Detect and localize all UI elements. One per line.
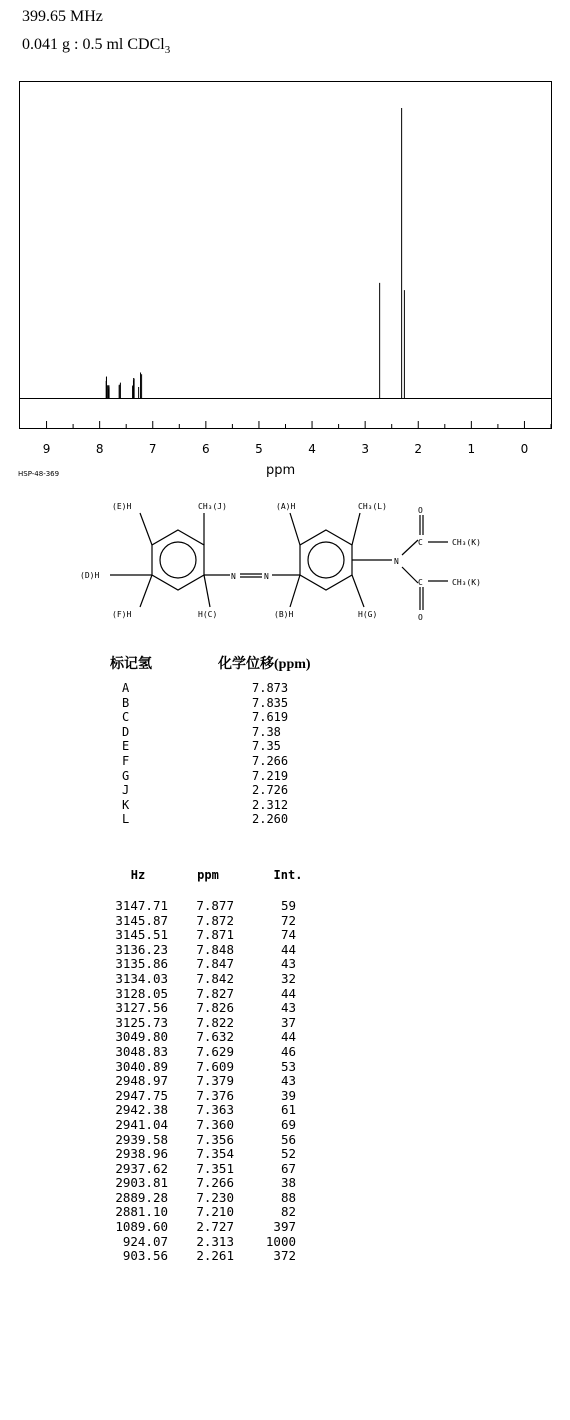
assignment-row (122, 798, 322, 813)
assignment-row (122, 725, 322, 740)
peak-ppm: 7.871 (196, 927, 234, 943)
peak-header-ppm: ppm (197, 868, 219, 882)
peak-ppm: 7.210 (196, 1204, 234, 1220)
assignment-row (122, 754, 322, 769)
peak-ppm: 7.376 (196, 1087, 234, 1103)
assignment-label: E (122, 739, 130, 754)
peak-int: 53 (280, 1058, 296, 1074)
peak-row (110, 928, 296, 943)
peak-hz: 2942.38 (115, 1102, 168, 1118)
peak-hz: 2938.96 (115, 1146, 168, 1162)
label-b-h: (B)H (274, 610, 294, 619)
peak-ppm: 7.822 (196, 1014, 234, 1030)
peak-header-int: Int. (273, 868, 303, 882)
x-tick-label-4: 4 (308, 442, 316, 456)
peak-hz: 3048.83 (115, 1043, 168, 1059)
label-h-g: H(G) (358, 610, 378, 619)
assignment-label: K (122, 797, 130, 812)
x-tick-label-3: 3 (361, 442, 369, 456)
label-o-top: O (418, 506, 423, 515)
peak-row (110, 1060, 296, 1075)
peak-row (110, 1176, 296, 1191)
assignment-row (122, 681, 322, 696)
peak-int: 44 (280, 941, 296, 957)
peak-int: 56 (280, 1131, 296, 1147)
peak-ppm: 2.727 (196, 1219, 234, 1235)
peak-hz: 903.56 (122, 1248, 168, 1264)
peak-int: 82 (280, 1204, 296, 1220)
peak-ppm: 7.826 (196, 1000, 234, 1016)
peak-row (110, 1220, 296, 1235)
peak-int: 46 (280, 1043, 296, 1059)
label-ch3-j: CH₃(J) (198, 502, 227, 511)
peak-int: 372 (273, 1248, 296, 1264)
peak-hz: 2937.62 (115, 1160, 168, 1176)
peak-ppm: 7.360 (196, 1116, 234, 1132)
peak-row (110, 1030, 296, 1045)
label-ch3-k-bottom: CH₃(K) (452, 578, 481, 587)
assignment-row (122, 769, 322, 784)
peak-row (110, 1045, 296, 1060)
peak-ppm: 7.363 (196, 1102, 234, 1118)
peak-ppm: 7.848 (196, 941, 234, 957)
assignment-shift: 7.619 (252, 710, 289, 725)
label-n-mid: N (264, 572, 269, 581)
molecule-structure (0, 495, 570, 635)
label-c-top: C (418, 538, 423, 547)
peak-ppm: 7.872 (196, 912, 234, 928)
assignment-shift: 7.219 (252, 768, 289, 783)
sample-subscript: 3 (164, 44, 171, 57)
peak-ppm: 7.632 (196, 1029, 234, 1045)
peak-ppm: 7.629 (196, 1043, 234, 1059)
peak-ppm: 2.313 (196, 1233, 234, 1249)
peak-ppm: 7.847 (196, 956, 234, 972)
peak-row (110, 914, 296, 929)
peak-row (110, 1074, 296, 1089)
assignment-label: D (122, 724, 130, 739)
assignment-label: J (122, 783, 130, 798)
assignment-header-label: 标记氢 (110, 657, 152, 672)
assignment-label: G (122, 768, 130, 783)
assignment-table (122, 681, 322, 827)
assignment-row (122, 783, 322, 798)
assignment-label: B (122, 695, 130, 710)
assignment-shift: 7.873 (252, 681, 289, 695)
peak-int: 37 (280, 1014, 296, 1030)
assignment-shift: 7.38 (252, 724, 281, 739)
label-h-c: H(C) (198, 610, 218, 619)
peak-row (110, 943, 296, 958)
peak-int: 72 (280, 912, 296, 928)
assignment-shift: 2.726 (252, 783, 289, 798)
benzene-ring-right (300, 530, 352, 590)
peak-int: 52 (280, 1146, 296, 1162)
peak-hz: 3128.05 (115, 985, 168, 1001)
peak-row (110, 1016, 296, 1031)
peak-hz: 2941.04 (115, 1116, 168, 1132)
label-ch3-k-top: CH₃(K) (452, 538, 481, 547)
x-tick-label-8: 8 (95, 442, 104, 456)
peak-row (110, 1205, 296, 1220)
label-d-h: (D)H (80, 571, 100, 580)
peak-ppm: 7.356 (196, 1131, 234, 1147)
peak-ppm: 7.877 (196, 898, 234, 913)
assignment-label: L (122, 812, 130, 827)
peak-hz: 3147.71 (115, 898, 168, 913)
assignment-label: C (122, 710, 130, 725)
peak-row (110, 972, 296, 987)
assignment-row (122, 710, 322, 725)
peak-int: 43 (280, 956, 296, 972)
nmr-spectrum-chart (0, 0, 570, 470)
peak-int: 44 (280, 985, 296, 1001)
label-ch3-l: CH₃(L) (358, 502, 387, 511)
peak-ppm: 7.842 (196, 970, 234, 986)
peak-int: 38 (280, 1175, 296, 1191)
peak-ppm: 7.354 (196, 1146, 234, 1162)
peak-hz: 3136.23 (115, 941, 168, 957)
label-n-amide: N (394, 557, 399, 566)
x-tick-label-9: 9 (42, 442, 51, 456)
spectrum-code: HSP-48-369 (18, 470, 60, 478)
peak-int: 59 (280, 898, 296, 913)
peak-hz: 3135.86 (115, 956, 168, 972)
peak-ppm: 7.266 (196, 1175, 234, 1191)
assignment-label: F (122, 753, 130, 768)
peak-int: 69 (280, 1116, 296, 1132)
peak-ppm: 7.379 (196, 1073, 234, 1089)
label-f-h: (F)H (112, 610, 132, 619)
label-c-bottom: C (418, 578, 423, 587)
peak-row (110, 1191, 296, 1206)
x-axis-label: ppm (266, 463, 296, 478)
assignment-header-shift: 化学位移(ppm) (218, 657, 311, 672)
peak-row (110, 1162, 296, 1177)
label-n-left: N (231, 572, 236, 581)
x-tick-label-6: 6 (202, 442, 210, 456)
peak-hz: 2939.58 (115, 1131, 168, 1147)
x-tick-label-5: 5 (255, 442, 263, 456)
assignment-label: A (122, 681, 130, 695)
assignment-shift: 7.835 (252, 695, 289, 710)
peak-int: 88 (280, 1189, 296, 1205)
peak-ppm: 7.827 (196, 985, 234, 1001)
peak-hz: 2948.97 (115, 1073, 168, 1089)
peak-row (110, 1103, 296, 1118)
peak-row (110, 1089, 296, 1104)
peak-hz: 2889.28 (115, 1189, 168, 1205)
peak-int: 39 (280, 1087, 296, 1103)
peak-row (110, 1133, 296, 1148)
peak-hz: 1089.60 (115, 1219, 168, 1235)
peak-ppm: 7.230 (196, 1189, 234, 1205)
peak-hz: 3145.87 (115, 912, 168, 928)
spectrometer-frequency: 399.65 MHz (22, 8, 103, 25)
peak-int: 44 (280, 1029, 296, 1045)
peak-row (110, 1147, 296, 1162)
peak-int: 32 (280, 970, 296, 986)
peak-int: 67 (280, 1160, 296, 1176)
assignment-shift: 7.266 (252, 753, 289, 768)
peak-ppm: 7.609 (196, 1058, 234, 1074)
assignment-row (122, 696, 322, 711)
peak-hz: 3134.03 (115, 970, 168, 986)
peak-table-header (118, 868, 318, 882)
assignment-row (122, 812, 322, 827)
peak-hz: 3125.73 (115, 1014, 168, 1030)
assignment-row (122, 739, 322, 754)
peak-row (110, 1235, 296, 1250)
peak-table (110, 899, 296, 1264)
peak-row (110, 987, 296, 1002)
peak-hz: 2903.81 (115, 1175, 168, 1191)
peak-hz: 3049.80 (115, 1029, 168, 1045)
peak-row (110, 1118, 296, 1133)
peak-hz: 2947.75 (115, 1087, 168, 1103)
peak-header-hz: Hz (130, 868, 146, 882)
peak-int: 397 (273, 1219, 296, 1235)
x-tick-label-0: 0 (520, 442, 529, 456)
benzene-ring-left (152, 530, 204, 590)
x-axis-ticks (43, 421, 551, 456)
assignment-shift: 2.312 (252, 797, 289, 812)
x-tick-label-7: 7 (148, 442, 157, 456)
label-a-h: (A)H (276, 502, 296, 511)
peak-int: 74 (280, 927, 296, 943)
peak-ppm: 7.351 (196, 1160, 234, 1176)
label-e-h: (E)H (112, 502, 132, 511)
peak-int: 43 (280, 1073, 296, 1089)
peak-hz: 3127.56 (115, 1000, 168, 1016)
assignment-shift: 7.35 (252, 739, 281, 754)
peak-ppm: 2.261 (196, 1248, 234, 1264)
peak-int: 1000 (265, 1233, 296, 1249)
assignment-shift: 2.260 (252, 812, 289, 827)
peak-int: 61 (280, 1102, 296, 1118)
label-o-bottom: O (418, 613, 423, 622)
peak-row (110, 1249, 296, 1264)
peak-hz: 3040.89 (115, 1058, 168, 1074)
peak-hz: 924.07 (122, 1233, 168, 1249)
peak-hz: 3145.51 (115, 927, 168, 943)
sample-text: 0.041 g : 0.5 ml CDCl (22, 36, 165, 53)
peak-int: 43 (280, 1000, 296, 1016)
x-tick-label-1: 1 (467, 442, 476, 456)
peak-marks (106, 108, 404, 398)
peak-row (110, 1001, 296, 1016)
peak-row (110, 957, 296, 972)
x-tick-label-2: 2 (414, 442, 423, 456)
peak-row (110, 899, 296, 914)
plot-frame (20, 82, 552, 429)
peak-hz: 2881.10 (115, 1204, 168, 1220)
